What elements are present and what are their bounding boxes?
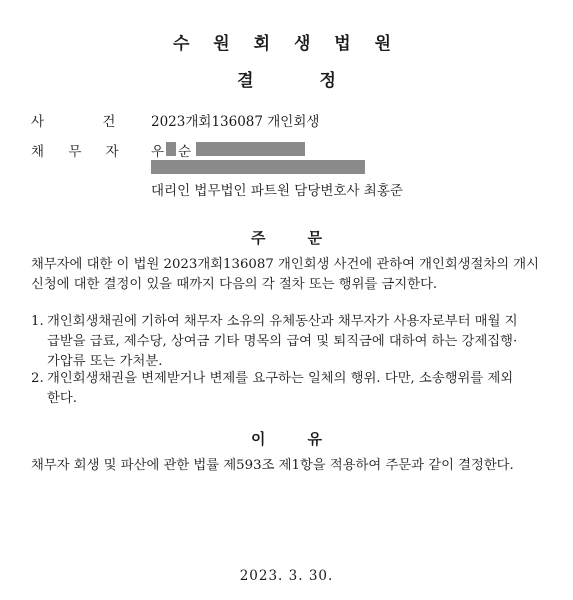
order-heading-right: 문 <box>307 229 322 247</box>
list-item-line: 한다. <box>47 391 77 406</box>
document-type <box>0 66 573 91</box>
order-paragraph-line-1: 채무자에 대한 이 법원 2023개회136087 개인회생 사건에 관하여 개인회생절차의 개시 <box>31 257 539 272</box>
reason-paragraph: 채무자 회생 및 파산에 관한 법률 제593조 제1항을 적용하여 주문과 같이 결정한다. <box>31 458 514 473</box>
case-value: 2023개회136087 개인회생 <box>151 114 320 130</box>
list-item-line: 급받을 급료, 제수당, 상여금 기타 명목의 급여 및 퇴직금에 대하여 하는 강제집행· <box>47 334 518 349</box>
list-item-line: 가압류 또는 가처분. <box>47 354 163 369</box>
court-name: 수 원 회 생 법 원 <box>172 34 401 54</box>
decision-date: 2023. 3. 30. <box>239 568 334 584</box>
list-item <box>31 369 551 409</box>
list-item-line: 개인회생채권을 변제받거나 변제를 요구하는 일체의 행위. 다만, 소송행위를 제외 <box>47 371 514 386</box>
reason-heading <box>0 428 573 449</box>
order-heading <box>0 227 573 248</box>
reason-heading-right: 유 <box>307 430 322 448</box>
redaction-block <box>196 142 305 156</box>
order-heading-left: 주 <box>251 229 266 247</box>
representative: 대리인 법무법인 파트원 담당변호사 최홍준 <box>151 183 403 199</box>
case-label: 사 건 <box>31 114 126 130</box>
debtor-label: 채 무 자 <box>31 144 129 160</box>
redaction-block <box>151 160 365 174</box>
list-item-number: 1. <box>31 314 44 329</box>
order-paragraph-line-2: 신청에 대한 결정이 있을 때까지 다음의 각 절차 또는 행위를 금지한다. <box>31 277 438 292</box>
document-type-right: 정 <box>319 71 336 91</box>
list-item-number: 2. <box>31 371 44 386</box>
list-item-line: 개인회생채권에 기하여 채무자 소유의 유체동산과 채무자가 사용자로부터 매월 지 <box>47 314 518 329</box>
list-item <box>31 312 551 372</box>
debtor-name-first: 우 <box>151 144 165 160</box>
document-type-left: 결 <box>237 71 254 91</box>
debtor-name-last: 순 <box>178 144 192 160</box>
reason-heading-left: 이 <box>251 430 266 448</box>
redaction-block <box>166 142 176 156</box>
